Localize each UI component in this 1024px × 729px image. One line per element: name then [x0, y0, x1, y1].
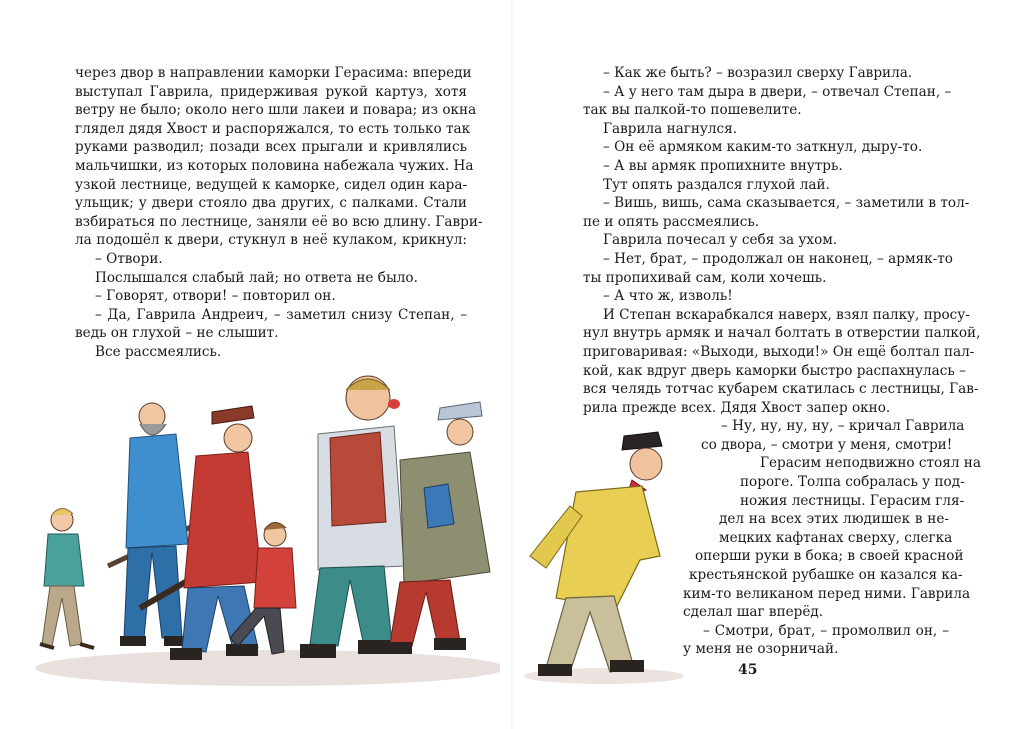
- page-number: 45: [738, 662, 758, 678]
- text-line: ла подошёл к двери, стукнул в неё кулаком, крикнул:: [75, 232, 467, 249]
- text-line: Послышался слабый лай; но ответа не было.: [95, 269, 418, 286]
- left-page-text: [75, 64, 483, 362]
- text-line: взбираться по лестнице, заняли её во всю длину. Гаври-: [75, 213, 483, 230]
- text-line: ким-то великаном перед ними. Гаврила: [683, 585, 971, 602]
- text-line: так вы палкой-то пошевелите.: [583, 102, 802, 119]
- text-line: – Нет, брат, – продолжал он наконец, – армяк-то: [603, 250, 953, 267]
- text-line: рила прежде всех. Дядя Хвост запер окно.: [583, 399, 891, 416]
- text-line: у меня не озорничай.: [683, 641, 839, 658]
- text-line: ты пропихивай сам, коли хочешь.: [583, 269, 827, 286]
- text-line: – Отвори.: [95, 250, 163, 267]
- text-line: Все рассмеялись.: [95, 343, 222, 360]
- text-line: глядел дядя Хвост и распоряжался, то есть только так: [75, 120, 471, 137]
- text-line: ульщик; у двери стояло два других, с палками. Стали: [75, 195, 467, 212]
- text-line: приговаривая: «Выходи, выходи!» Он ещё болтал пал-: [583, 343, 975, 360]
- text-line: руками разводил; позади всех прыгали и кривлялись: [75, 139, 467, 156]
- text-line: – Да, Гаврила Андреич, – заметил снизу Степан, –: [95, 306, 467, 323]
- text-line: – А вы армяк пропихните внутрь.: [603, 157, 843, 174]
- text-line: оперши руки в бока; в своей красной: [695, 548, 964, 565]
- boy-left-figure: [40, 508, 94, 648]
- text-line: – Смотри, брат, – промолвил он, –: [703, 622, 949, 639]
- text-line: ножия лестницы. Герасим гля-: [740, 492, 965, 509]
- text-line: И Степан вскарабкался наверх, взял палку, просу-: [603, 306, 970, 323]
- text-line: кой, как вдруг дверь каморки быстро распахнулась –: [583, 362, 966, 379]
- text-line: дел на всех этих людишек в не-: [719, 511, 949, 528]
- text-line: – А что ж, изволь!: [603, 288, 733, 305]
- text-line: – Вишь, вишь, сама сказывается, – заметили в тол-: [603, 195, 970, 212]
- text-line: – Он её армяком каким-то заткнул, дыру-то.: [603, 139, 923, 156]
- text-line: – А у него там дыра в двери, – отвечал Степан, –: [603, 83, 952, 100]
- text-line: сделал шаг вперёд.: [683, 604, 824, 621]
- right-page: [512, 0, 1024, 729]
- text-line: нул внутрь армяк и начал болтать в отверстии палкой,: [583, 325, 981, 342]
- text-line: через двор в направлении каморки Герасима: впереди: [75, 65, 472, 81]
- text-line: Гаврила нагнулся.: [603, 120, 738, 137]
- text-line: Тут опять раздался глухой лай.: [603, 176, 830, 193]
- text-line: – Ну, ну, ну, ну, – кричал Гаврила: [721, 418, 965, 435]
- text-line: пе и опять рассмеялись.: [583, 213, 760, 230]
- cap-icon: [622, 432, 662, 450]
- text-line: вся челядь тотчас кубарем скатилась с лестницы, Гав-: [583, 381, 979, 398]
- text-line: крестьянской рубашке он казался ка-: [689, 567, 963, 584]
- text-line: ведь он глухой – не слышит.: [75, 325, 279, 342]
- ground-shadow: [35, 650, 500, 686]
- text-line: выступал Гаврила, придерживая рукой картуз, хотя: [75, 83, 467, 100]
- text-line: мецких кафтанах сверху, слегка: [719, 529, 953, 546]
- text-line: Гаврила почесал у себя за ухом.: [603, 232, 838, 249]
- big-man-figure: [300, 376, 404, 658]
- text-line: ветру не было; около него шли лакеи и повара; из окна: [75, 102, 477, 119]
- crowd-illustration: [20, 368, 500, 698]
- text-line: пороге. Толпа собралась у под-: [740, 474, 965, 491]
- text-line: мальчишки, из которых половина набежала чужих. На: [75, 157, 474, 174]
- text-line: – Говорят, отвори! – повторил он.: [95, 288, 336, 305]
- text-line: – Как же быть? – возразил сверху Гаврила.: [603, 65, 913, 81]
- gavrila-illustration: [514, 428, 694, 688]
- text-line: узкой лестнице, ведущей к каморке, сидел один кара-: [75, 176, 468, 193]
- text-line: Герасим неподвижно стоял на: [760, 455, 981, 472]
- text-line: со двора, – смотри у меня, смотри!: [701, 436, 953, 453]
